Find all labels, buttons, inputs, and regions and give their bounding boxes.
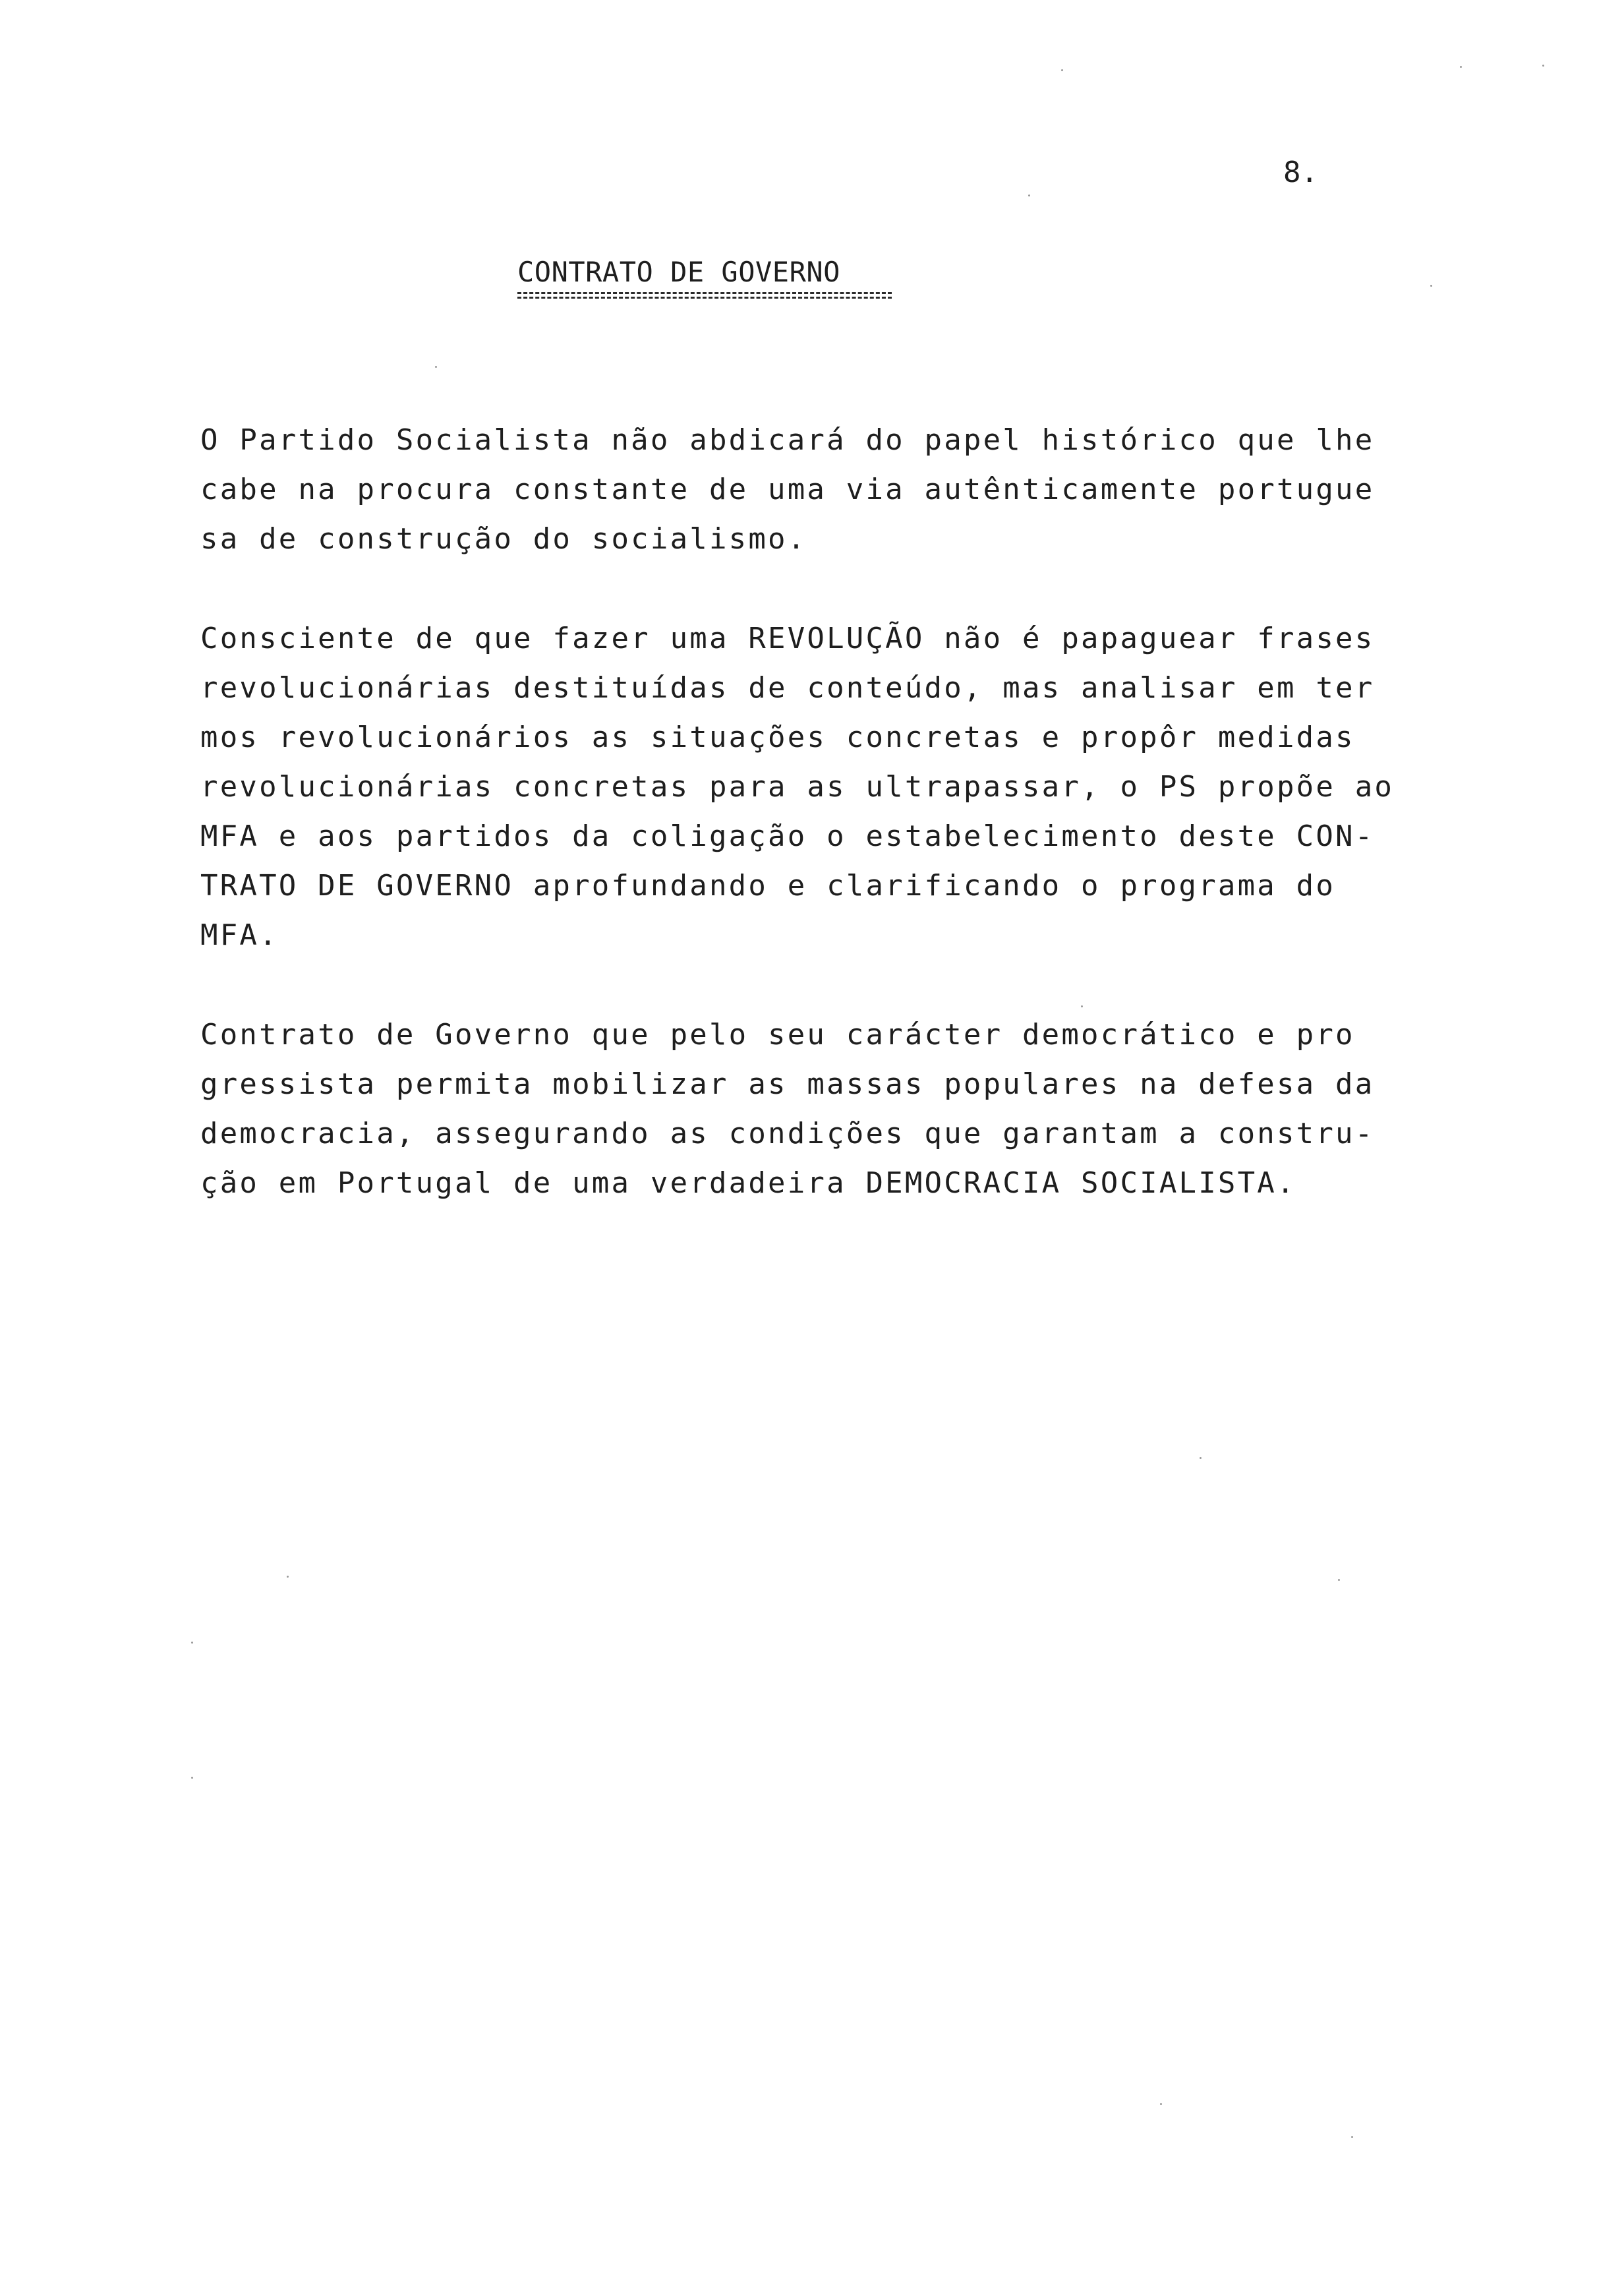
paragraph-3 [200, 1010, 1453, 1208]
scan-speck [1430, 285, 1432, 287]
scan-speck [1460, 66, 1462, 68]
scan-speck [191, 1642, 193, 1644]
paragraph-1 [200, 415, 1453, 564]
text-line: TRATO DE GOVERNO aprofundando e clarificando o programa do [200, 869, 1336, 903]
body-text [200, 415, 1453, 1258]
scan-speck [1542, 65, 1544, 67]
text-line: O Partido Socialista não abdicará do papel histórico que lhe [200, 423, 1375, 457]
text-line: MFA e aos partidos da coligação o estabelecimento deste CON- [200, 819, 1375, 853]
scan-speck [1061, 69, 1063, 71]
text-line: gressista permita mobilizar as massas populares na defesa da [200, 1067, 1375, 1101]
text-line: revolucionárias concretas para as ultrapassar, o PS propõe ao [200, 770, 1395, 804]
scan-speck [1338, 1579, 1340, 1581]
scan-speck [1160, 2103, 1162, 2105]
text-line: democracia, assegurando as condições que garantam a constru- [200, 1117, 1375, 1150]
scan-speck [1081, 1005, 1083, 1007]
scan-speck [287, 1576, 289, 1578]
text-line: MFA. [200, 918, 279, 952]
scan-speck [191, 1777, 193, 1779]
text-line: cabe na procura constante de uma via autênticamente portugue [200, 473, 1375, 506]
title-double-underline [517, 292, 892, 299]
scan-speck [1351, 2136, 1353, 2138]
text-line: sa de construção do socialismo. [200, 522, 807, 556]
text-line: mos revolucionários as situações concretas e propôr medidas [200, 721, 1355, 754]
title-block [517, 254, 892, 299]
scan-speck [1200, 1457, 1202, 1459]
scan-speck [435, 366, 437, 368]
text-line: ção em Portugal de uma verdadeira DEMOCRACIA SOCIALISTA. [200, 1166, 1296, 1200]
paragraph-2 [200, 614, 1453, 960]
text-line: Contrato de Governo que pelo seu carácter democrático e pro [200, 1018, 1355, 1052]
text-line: Consciente de que fazer uma REVOLUÇÃO não é papaguear frases [200, 622, 1375, 655]
page-number: 8. [1283, 156, 1318, 189]
text-line: revolucionárias destituídas de conteúdo, mas analisar em ter [200, 671, 1375, 705]
scan-speck [1028, 194, 1030, 196]
document-title: CONTRATO DE GOVERNO [517, 256, 840, 288]
